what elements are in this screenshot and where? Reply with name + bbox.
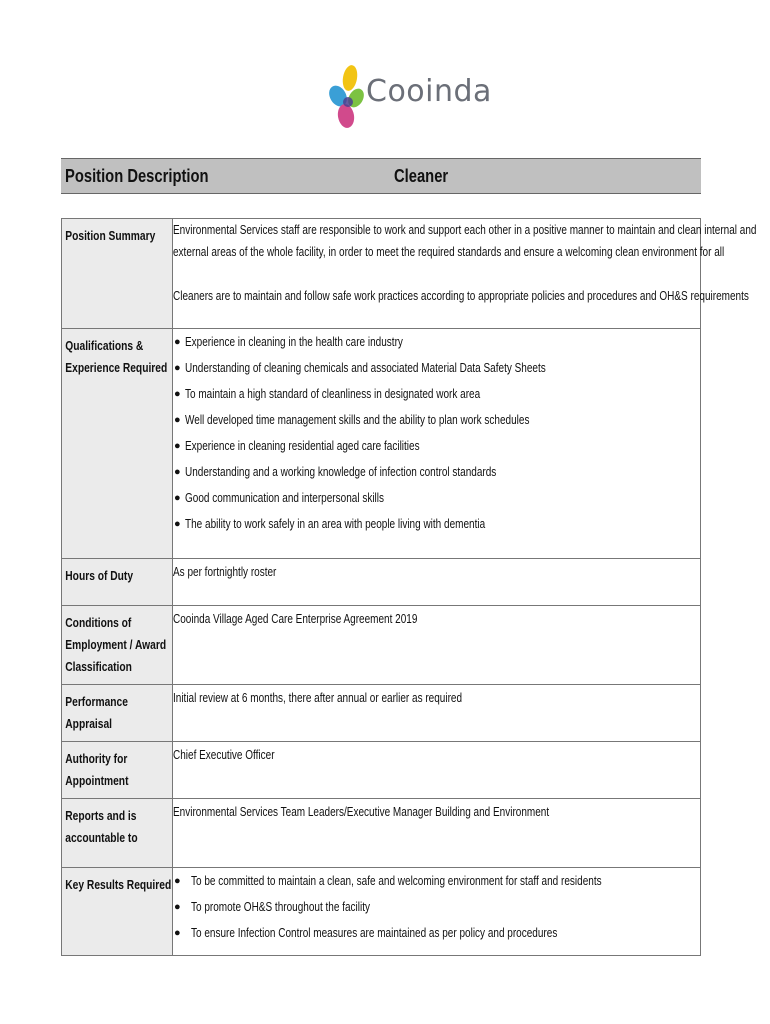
row-hours-of-duty [62,559,701,606]
list-item: ● To maintain a high standard of cleanliness in designated work area [173,381,700,407]
row-label: Key Results Required [62,868,173,956]
bullet-dot-icon: ● [174,414,181,426]
summary-line: external areas of the whole facility, in order to meet the required standards and ensure a welcoming clean environment for all [173,245,725,259]
list-item: ● Understanding of cleaning chemicals and associated Material Data Safety Sheets [173,355,700,381]
row-value: Initial review at 6 months, there after annual or earlier as required [173,685,701,742]
list-item: ● The ability to work safely in an area with people living with dementia [173,511,700,537]
row-label: Performance Appraisal [62,685,173,742]
bullet-dot-icon: ● [174,492,181,504]
row-qualifications [62,329,701,559]
row-reports-to [62,799,701,868]
logo-text: Cooinda [366,74,492,109]
row-position-summary [62,219,701,329]
position-title: Cleaner [394,166,449,186]
row-value [173,868,701,956]
bullet-dot-icon: ● [174,336,181,348]
row-value: Environmental Services Team Leaders/Executive Manager Building and Environment [173,799,701,868]
row-key-results [62,868,701,956]
list-item: ● Well developed time management skills and the ability to plan work schedules [173,407,700,433]
bullet-dot-icon: ● [174,518,181,530]
row-label: Qualifications & Experience Required [62,329,173,559]
list-item: ● Good communication and interpersonal skills [173,485,700,511]
row-label: Conditions of Employment / Award Classification [62,606,173,685]
bullet-dot-icon: ● [174,440,181,452]
row-authority-for-appointment [62,742,701,799]
bullet-dot-icon: ● [174,388,181,400]
bullet-dot-icon: ● [174,901,181,913]
row-label: Position Summary [62,219,173,329]
list-item: ● To be committed to maintain a clean, safe and welcoming environment for staff and residents [173,868,700,894]
qualifications-list [173,329,700,537]
list-item: ● To promote OH&S throughout the facility [173,894,700,920]
key-results-list [173,868,700,946]
row-value: Cooinda Village Aged Care Enterprise Agreement 2019 [173,606,701,685]
row-label: Authority for Appointment [62,742,173,799]
cooinda-logo [328,60,492,132]
bullet-dot-icon: ● [174,875,181,887]
list-item: ● Understanding and a working knowledge of infection control standards [173,459,700,485]
bullet-dot-icon: ● [174,466,181,478]
row-label: Hours of Duty [62,559,173,606]
header-bar [61,158,701,194]
list-item: ● To ensure Infection Control measures are maintained as per policy and procedures [173,920,700,946]
bullet-dot-icon: ● [174,362,181,374]
header-label: Position Description [65,166,209,186]
row-performance-appraisal [62,685,701,742]
list-item: ● Experience in cleaning residential aged care facilities [173,433,700,459]
summary-line: Environmental Services staff are responsible to work and support each other in a positive manner to maintain and clean internal and [173,223,757,237]
row-value: As per fortnightly roster [173,559,701,606]
row-value [173,219,757,329]
row-value: Chief Executive Officer [173,742,701,799]
row-label: Reports and is accountable to [62,799,173,868]
summary-line: Cleaners are to maintain and follow safe work practices according to appropriate policies and procedures and OH&S requirements [173,289,749,303]
list-item: ● Experience in cleaning in the health care industry [173,329,700,355]
row-conditions-of-employment [62,606,701,685]
row-value [173,329,701,559]
position-table [61,218,757,956]
bullet-dot-icon: ● [174,927,181,939]
cooinda-petal-logo-icon [328,60,368,132]
